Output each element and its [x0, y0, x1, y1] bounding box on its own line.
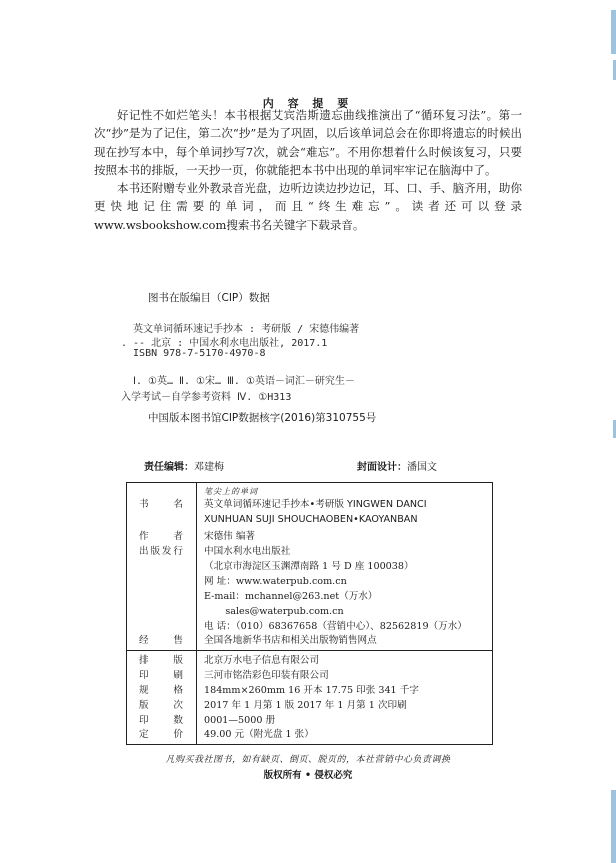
- cip-line: 英文单词循环速记手抄本 : 考研版 / 宋德伟编著: [121, 324, 360, 335]
- summary-paragraph: 本书还附赠专业外教录音光盘，边听边读边抄边记，耳、口、手、脑齐用，助你更快地记住需要的单词，而且“终生难忘”。读者还可以登录www.wsbookshow.com搜索书名关键字下载录音。: [94, 181, 522, 232]
- edge-marks: [604, 0, 616, 863]
- editor-name: 邓建梅: [194, 462, 224, 473]
- publication-table: 笔尖上的单词 书名 英文单词循环速记手抄本•考研版 YINGWEN DANCI XUNHUAN SUJI SHOUCHAOBEN•KAOYANBAN 作者 宋德伟 编著 出版发行 中国水利水电出版社 （北京市海淀区玉渊潭南路 1 号 D 座 100038） 网 址：www.waterpub.com.cn E-mail：mchannel@263.net（万水） sales@waterpub.com.cn 电 话：（010）68367658（营销中心）、82562819（万水） 经售 全国各地新华书店和相关出版物销售网点: [126, 482, 493, 651]
- editor-credit: [144, 458, 224, 473]
- editor-label: 责任编辑：: [144, 462, 194, 473]
- summary-paragraph: 好记性不如烂笔头！本书根据艾宾浩斯遗忘曲线推演出了“循环复习法”。第一次“抄”是为了记住，第二次“抄”是为了巩固，以后该单词总会在你即将遗忘的时候出现在抄写本中，每个单词抄写7次，就会“难忘”。不用你想着什么时候该复习，只要按照本书的排版，一天抄一页，你就能把本书中出现的单词牢牢记在脑海中了。: [94, 108, 522, 177]
- cip-record-number: 中国版本图书馆CIP数据核字(2016)第310755号: [148, 412, 377, 424]
- summary-text: [94, 106, 522, 234]
- cover-credit: [357, 458, 437, 473]
- cover-designer: 潘国文: [407, 462, 437, 473]
- cover-label: 封面设计：: [357, 462, 407, 473]
- cip-line: ISBN 978-7-5170-4970-8: [121, 348, 266, 359]
- cip-title: 图书在版编目（CIP）数据: [148, 292, 270, 304]
- printing-table: 排版 北京万水电子信息有限公司 印刷 三河市铭浩彩色印装有限公司 规格 184mm×260mm 16 开本 17.75 印张 341 千字 版次 2017 年 1 月第 1 版 2017 年 1 月第 1 次印刷 印数 0001—5000 册 定价 49.00 元（附光盘 1 张）: [126, 650, 493, 745]
- copyright-notice: 版权所有 • 侵权必究: [263, 770, 353, 781]
- cip-line: . -- 北京 : 中国水利水电出版社, 2017.1: [121, 338, 328, 349]
- cip-line: Ⅰ. ①英… Ⅱ. ①宋… Ⅲ. ①英语－词汇－研究生－: [121, 376, 355, 387]
- return-notice: 凡购买我社图书，如有缺页、倒页、脱页的，本社营销中心负责调换: [165, 755, 451, 765]
- series-name: 笔尖上的单词: [204, 487, 258, 496]
- summary-title: 内 容 提 要: [262, 97, 354, 110]
- cip-line: 入学考试－自学参考资料 Ⅳ. ①H313: [121, 392, 292, 403]
